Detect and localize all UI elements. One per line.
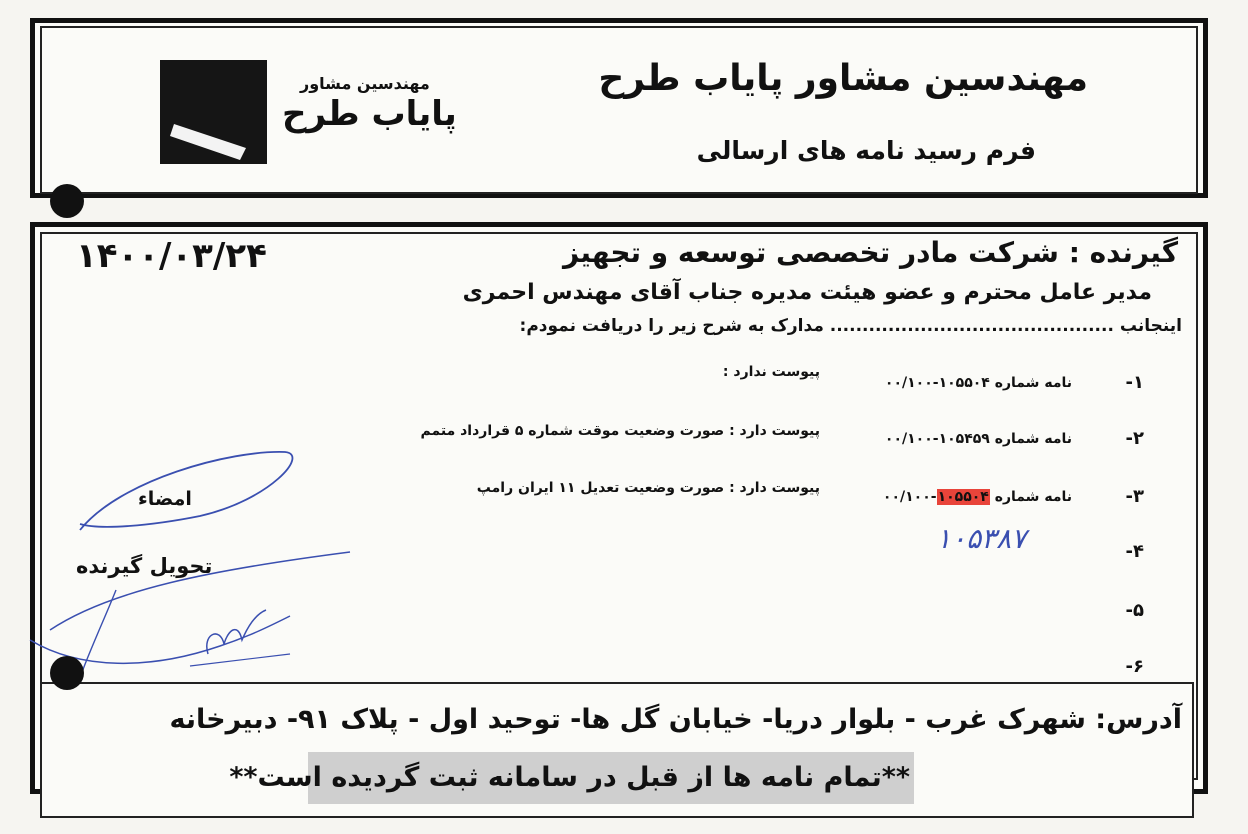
letter-number: نامه شماره ۱۰۵۵۰۴-۰۰/۱۰۰	[884, 375, 1072, 391]
manager-line: مدیر عامل محترم و عضو هیئت مدیره جناب آقای مهندس احمری	[462, 280, 1152, 305]
address-line: آدرس: شهرک غرب - بلوار دریا- خیابان گل ها- توحید اول - پلاک ۹۱- دبیرخانه	[169, 704, 1182, 735]
logo-mark-icon	[160, 60, 267, 164]
item-number: -۶	[1125, 656, 1144, 677]
item-number: -۱	[1125, 372, 1144, 393]
handwritten-number: ۱۰۵۳۸۷	[936, 522, 1027, 555]
highlighted-letter-number: ۱۰۵۵۰۴	[937, 489, 989, 505]
item-number: -۲	[1125, 428, 1144, 449]
attachment-note: پیوست دارد : صورت وضعیت موقت شماره ۵ قرارداد متمم	[420, 423, 820, 439]
logo-name: پایاب طرح	[282, 94, 457, 134]
binder-hole-top	[50, 184, 84, 218]
binder-hole-bottom	[50, 656, 84, 690]
attachment-note: پیوست دارد : صورت وضعیت تعدیل ۱۱ ایران رامپ	[476, 480, 820, 496]
letter-date: ۱۴۰۰/۰۳/۲۴	[76, 236, 267, 276]
letter-number: نامه شماره ۱۰۵۴۵۹-۰۰/۱۰۰	[884, 431, 1072, 447]
letter-number: نامه شماره ۱۰۵۵۰۴-۰۰/۱۰۰	[882, 489, 1072, 505]
receiver-label: تحویل گیرنده	[76, 554, 213, 578]
attachment-note: پیوست ندارد :	[722, 364, 820, 380]
item-number: -۵	[1125, 600, 1144, 621]
item-number: -۴	[1125, 541, 1144, 562]
signature-label: امضاء	[138, 488, 192, 510]
recipient-line: گیرنده : شرکت مادر تخصصی توسعه و تجهیز	[562, 236, 1178, 269]
item-number: -۳	[1125, 486, 1144, 507]
logo-subtitle: مهندسین مشاور	[300, 74, 430, 93]
company-title: مهندسین مشاور پایاب طرح	[598, 58, 1088, 99]
intro-line: اینجانب ............................................ مدارک به شرح زیر را دریافت نمودم:	[519, 316, 1182, 336]
form-title: فرم رسید نامه های ارسالی	[696, 136, 1036, 165]
company-logo	[160, 60, 267, 164]
registration-notice: **تمام نامه ها از قبل در سامانه ثبت گردیده است**	[229, 762, 910, 793]
